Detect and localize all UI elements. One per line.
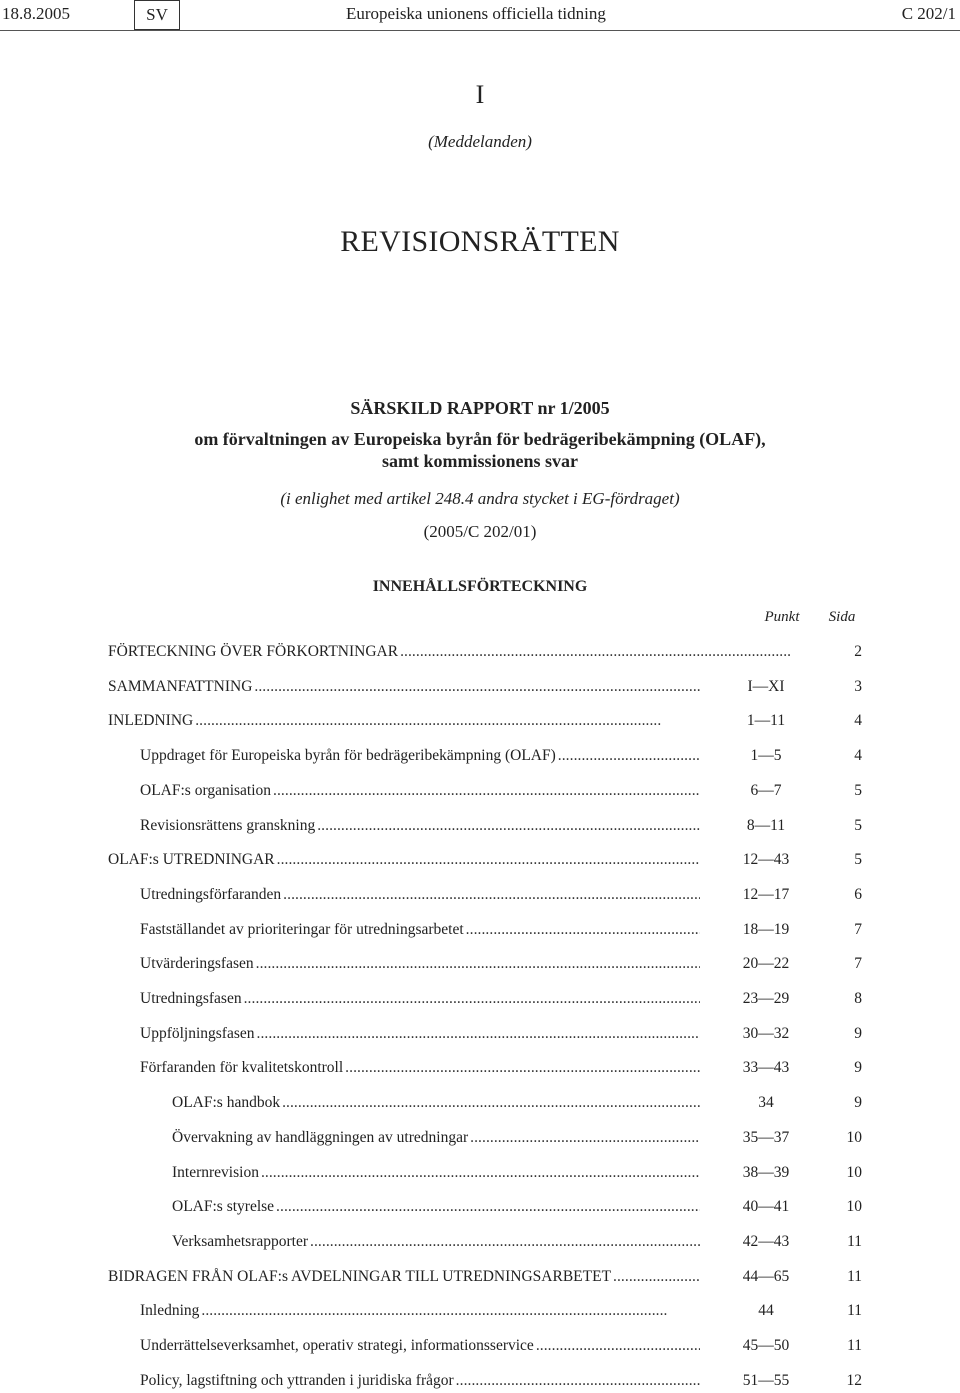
toc-entry-title: Utvärderingsfasen	[140, 955, 254, 972]
toc-entry-punkt: 20—22	[742, 955, 790, 972]
toc-entry-sida: 10	[846, 1164, 862, 1181]
toc-entry-sida: 9	[854, 1059, 862, 1076]
toc-column-punkt: Punkt	[764, 609, 800, 625]
toc-entry	[0, 675, 960, 699]
toc-entry-punkt: 1—11	[746, 712, 786, 729]
toc-entry-punkt: 34	[758, 1094, 774, 1111]
publication-date: 18.8.2005	[2, 4, 70, 23]
toc-entry-punkt: 44	[758, 1302, 774, 1319]
toc-entry	[0, 1161, 960, 1185]
toc-entry-title-leader	[140, 1369, 700, 1393]
toc-entry	[0, 1126, 960, 1150]
toc-entry-punkt: 6—7	[750, 782, 782, 799]
language-badge: SV	[134, 0, 180, 30]
section-number: I	[475, 80, 485, 109]
toc-entry-title: INLEDNING	[108, 712, 194, 729]
toc-entry-punkt: 35—37	[742, 1129, 790, 1146]
toc-entry-punkt: 30—32	[742, 1025, 790, 1042]
toc-entry-title: Inledning	[140, 1302, 200, 1319]
journal-title: Europeiska unionens officiella tidning	[346, 4, 606, 23]
toc-entry-sida: 9	[854, 1094, 862, 1111]
toc-entry-sida: 6	[854, 886, 862, 903]
toc-entry-title-leader	[140, 1334, 700, 1358]
section-subtitle: (Meddelanden)	[428, 132, 532, 151]
toc-entry	[0, 709, 960, 733]
toc-entry	[0, 779, 960, 803]
toc-entry-punkt: 12—17	[742, 886, 790, 903]
toc-entry	[0, 1056, 960, 1080]
toc-entry-title: Internrevision	[172, 1164, 259, 1181]
toc-entry	[0, 1195, 960, 1219]
toc-entry-punkt: 23—29	[742, 990, 790, 1007]
toc-entry	[0, 848, 960, 872]
report-subtitle-line2: samt kommissionens svar	[381, 451, 578, 471]
toc-entry-title-leader	[140, 744, 700, 768]
toc-entry-sida: 9	[854, 1025, 862, 1042]
toc-entry-title-leader	[172, 1161, 700, 1185]
toc-entry-title-leader	[108, 675, 700, 699]
toc-entry-punkt: 42—43	[742, 1233, 790, 1250]
toc-entry-sida: 8	[854, 990, 862, 1007]
toc-entry-title: Verksamhetsrapporter	[172, 1233, 309, 1250]
toc-entry-punkt: 45—50	[742, 1337, 790, 1354]
toc-entry-title: Uppdraget för Europeiska byrån för bedrägeribekämpning (OLAF)	[140, 747, 556, 764]
toc-entry-sida: 4	[854, 747, 862, 764]
toc-entry-title-leader	[140, 883, 700, 907]
toc-entry	[0, 1230, 960, 1254]
toc-entry-title: Förfaranden för kvalitetskontroll	[140, 1059, 344, 1076]
toc-entry-title: OLAF:s UTREDNINGAR	[108, 851, 275, 868]
toc-heading: INNEHÅLLSFÖRTECKNING	[372, 578, 588, 595]
toc-entry-title-leader	[140, 987, 700, 1011]
toc-entry-punkt: 44—65	[742, 1268, 790, 1285]
toc-entry-punkt: 18—19	[742, 921, 790, 938]
toc-entry-sida: 4	[854, 712, 862, 729]
toc-entry-title: Policy, lagstiftning och yttranden i juridiska frågor	[140, 1372, 454, 1389]
report-reference: (2005/C 202/01)	[423, 522, 537, 541]
toc-entry	[0, 952, 960, 976]
report-title: SÄRSKILD RAPPORT nr 1/2005	[350, 398, 610, 418]
toc-entry-title-leader	[108, 709, 700, 733]
toc-entry-title-leader	[172, 1195, 700, 1219]
toc-entry	[0, 1334, 960, 1358]
toc-entry-title: SAMMANFATTNING	[108, 678, 253, 695]
toc-entry-title-leader	[172, 1091, 700, 1115]
toc-entry-sida: 10	[846, 1198, 862, 1215]
toc-entry	[0, 883, 960, 907]
toc-entry	[0, 1369, 960, 1393]
toc-entry-sida: 11	[847, 1337, 862, 1354]
toc-entry-punkt: 51—55	[742, 1372, 790, 1389]
page-header	[0, 0, 960, 31]
toc-entry	[0, 1299, 960, 1323]
toc-entry-sida: 5	[854, 817, 862, 834]
toc-entry-sida: 7	[854, 921, 862, 938]
toc-entry-punkt: 12—43	[742, 851, 790, 868]
report-subtitle-line1: om förvaltningen av Europeiska byrån för bedrägeribekämpning (OLAF),	[194, 429, 766, 449]
report-legal-basis: (i enlighet med artikel 248.4 andra stycket i EG-fördraget)	[280, 489, 680, 508]
toc-entry-title-leader	[172, 1126, 700, 1150]
toc-entry-sida: 12	[846, 1372, 862, 1389]
toc-entry-sida: 11	[847, 1302, 862, 1319]
toc-entry	[0, 814, 960, 838]
toc-entry	[0, 1091, 960, 1115]
toc-entry-title-leader	[140, 1022, 700, 1046]
toc-entry-title-leader	[140, 1299, 700, 1323]
toc-entry	[0, 1265, 960, 1289]
toc-entry-title-leader	[140, 952, 700, 976]
toc-entry-sida: 5	[854, 851, 862, 868]
toc-entry-title-leader	[108, 640, 790, 664]
toc-entry-title: Underrättelseverksamhet, operativ strategi, informationsservice	[140, 1337, 534, 1354]
toc-entry-punkt: 8—11	[746, 817, 786, 834]
toc-entry-title: Fastställandet av prioriteringar för utredningsarbetet	[140, 921, 464, 938]
toc-entry-sida: 10	[846, 1129, 862, 1146]
toc-entry-title: Övervakning av handläggningen av utredningar	[172, 1129, 469, 1146]
toc-entry	[0, 1022, 960, 1046]
toc-entry-title-leader	[108, 848, 700, 872]
toc-entry-title: FÖRTECKNING ÖVER FÖRKORTNINGAR	[108, 643, 399, 660]
toc-entry-title: Utredningsförfaranden	[140, 886, 282, 903]
toc-entry-punkt: I—XI	[747, 678, 785, 695]
toc-entry-punkt: 33—43	[742, 1059, 790, 1076]
toc-entry-title-leader	[140, 814, 700, 838]
toc-entry-punkt: 1—5	[750, 747, 782, 764]
toc-entry-title: Revisionsrättens granskning	[140, 817, 316, 834]
toc-entry-title-leader	[140, 1056, 700, 1080]
toc-entry-sida: 5	[854, 782, 862, 799]
toc-entry-title: OLAF:s styrelse	[172, 1198, 275, 1215]
toc-entry-title-leader	[108, 1265, 700, 1289]
toc-entry	[0, 987, 960, 1011]
toc-entry-sida: 7	[854, 955, 862, 972]
toc-entry-title-leader	[140, 779, 700, 803]
toc-entry-title: Uppföljningsfasen	[140, 1025, 255, 1042]
toc-entry-sida: 11	[847, 1268, 862, 1285]
toc-entry-title: OLAF:s handbok	[172, 1094, 281, 1111]
toc-entry-title: BIDRAGEN FRÅN OLAF:s AVDELNINGAR TILL UTREDNINGSARBETET	[108, 1268, 612, 1285]
toc-entry-sida: 11	[847, 1233, 862, 1250]
toc-entry-sida: 3	[854, 678, 862, 695]
institution-title: REVISIONSRÄTTEN	[340, 225, 620, 258]
toc-entry-punkt: 40—41	[742, 1198, 790, 1215]
toc-entry-title-leader	[140, 918, 700, 942]
toc-entry-title: Utredningsfasen	[140, 990, 242, 1007]
page-reference: C 202/1	[901, 4, 956, 23]
toc-entry	[0, 918, 960, 942]
toc-entry-punkt: 38—39	[742, 1164, 790, 1181]
toc-column-sida: Sida	[828, 609, 856, 625]
toc-entry-title: OLAF:s organisation	[140, 782, 272, 799]
toc-entry-sida: 2	[854, 643, 862, 660]
toc-entry	[0, 744, 960, 768]
toc-entry-title-leader	[172, 1230, 700, 1254]
toc-entry	[0, 640, 960, 664]
